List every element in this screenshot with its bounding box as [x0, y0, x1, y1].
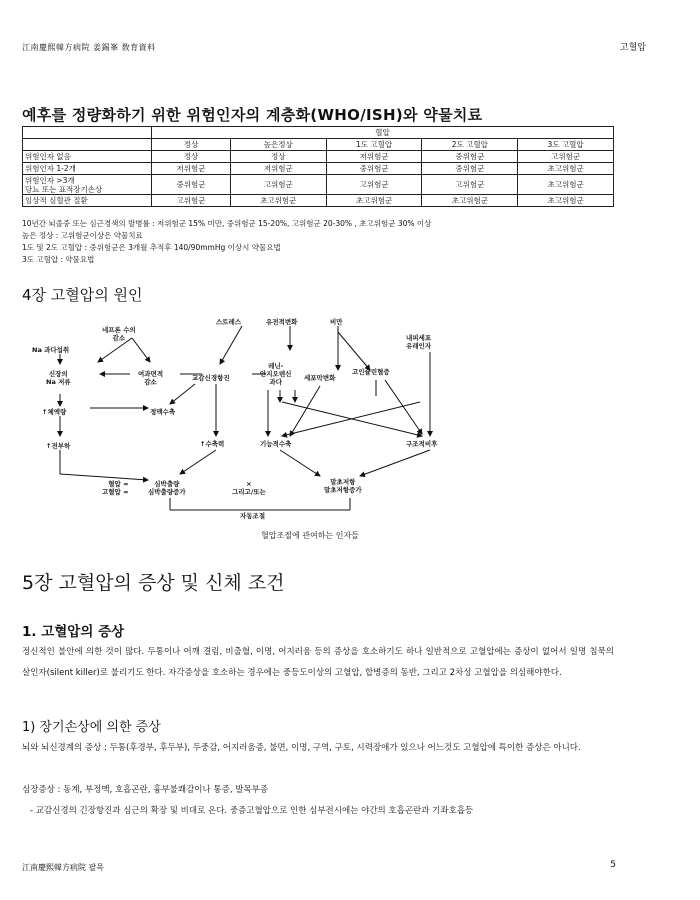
- table-row: [23, 195, 614, 207]
- table-cell: 초고위험군: [518, 163, 614, 175]
- node-filtration: 여과면적 감소: [138, 370, 164, 386]
- node-bp-eq: 혈압 = 고혈압 =: [102, 480, 129, 496]
- node-cardiac-output: 심박출량 심박출량증가: [148, 480, 186, 496]
- footer-institution: 江南慶熙韓方病院 팔목: [22, 863, 104, 872]
- node-stress: 스트레스: [216, 318, 242, 326]
- risk-notes: [22, 218, 431, 266]
- subsection1-paragraph-heart: 심장증상 : 동계, 부정맥, 호흡곤란, 흉부불쾌감이나 통증, 발목부종: [22, 785, 269, 795]
- node-fluid-volume: ↑체액량: [42, 408, 67, 416]
- section1-title: 1. 고혈압의 증상: [22, 624, 125, 640]
- risk-note: 높은 정상 : 고위험군이상은 약물치료: [22, 231, 143, 240]
- node-na-intake: Na 과다섭취: [32, 346, 70, 354]
- risk-section-title: 예후를 정량화하기 위한 위험인자의 계층화(WHO/ISH)와 약물치료: [22, 106, 483, 124]
- table-row: [23, 175, 614, 195]
- table-column-header: 2도 고혈압: [422, 139, 518, 151]
- table-row: [23, 163, 614, 175]
- node-preload: ↑전부하: [46, 442, 71, 450]
- header-topic: 고혈압: [619, 43, 646, 53]
- table-cell: 중위험군: [422, 163, 518, 175]
- risk-note: 3도 고혈압 : 약물요법: [22, 255, 95, 264]
- page-number: 5: [610, 860, 616, 870]
- table-cell: 정상: [230, 151, 326, 163]
- table-cell: 중위험군: [422, 151, 518, 163]
- node-renal-na: 신장의 Na 저류: [46, 370, 71, 386]
- node-sympathetic: 교감신경항진: [192, 374, 230, 382]
- node-functional: 기능적수축: [260, 440, 292, 448]
- node-nephron: 네프론 수의 감소: [102, 326, 136, 342]
- node-contractility: ↑수축력: [200, 440, 225, 448]
- subsection1-title: 1) 장기손상에 의한 증상: [22, 720, 161, 735]
- table-row-label: 위험인자 없음: [23, 151, 152, 163]
- table-cell: 중위험군: [152, 175, 231, 195]
- section1-paragraph: 정신적인 불안에 의한 것이 많다. 두통이나 어깨 결림, 비출혈, 이명, 어지러움 등의 증상을 호소하기도 하나 일반적으로 고혈압에는 증상이 없어서 일명 침묵의 살인자(silent killer)로 불리기도 한다. 자각증상을 호소하는 경우에는 중등도이상의 고혈압, 합병증의 동반, 그리고 2차성 고혈압을 의심해야한다.: [22, 647, 614, 678]
- node-venous: 정맥수축: [150, 408, 176, 416]
- node-structural: 구조적비후: [406, 440, 438, 448]
- table-row-label: 위험인자 >3개 당뇨 또는 표적장기손상: [23, 175, 152, 195]
- risk-note: 1도 및 2도 고혈압 : 중위험군은 3개월 추적후 140/90mmHg 이상시 약물요법: [22, 243, 281, 252]
- risk-note: 10년간 뇌졸중 또는 심근경색의 발병률 : 저위험군 15% 미만, 중위험군 15-20%, 고위험군 20-30% , 초고위험군 30% 이상: [22, 219, 432, 228]
- table-row: [23, 139, 614, 151]
- table-cell: 초고위험군: [422, 195, 518, 207]
- table-cell: 초고위험군: [518, 175, 614, 195]
- node-obesity: 비만: [330, 318, 343, 326]
- table-row-label: 위험인자 1-2개: [23, 163, 152, 175]
- table-group-header: 혈압: [152, 127, 614, 139]
- node-autoregulation: 자동조절: [240, 512, 266, 520]
- table-cell: 초고위험군: [518, 195, 614, 207]
- table-cell: 저위험군: [230, 163, 326, 175]
- table-cell: 초고위험군: [326, 195, 422, 207]
- table-cell: 저위험군: [152, 163, 231, 175]
- node-genetic: 유전적변화: [266, 318, 298, 326]
- table-row-label: 임상적 심혈관 질환: [23, 195, 152, 207]
- node-times: × 그리고/또는: [232, 480, 266, 496]
- table-row: [23, 127, 614, 139]
- table-cell: 고위험군: [518, 151, 614, 163]
- chapter4-title: 4장 고혈압의 원인: [22, 286, 143, 304]
- risk-stratification-table: [22, 126, 614, 207]
- table-cell: 고위험군: [326, 175, 422, 195]
- table-cell: 고위험군: [152, 195, 231, 207]
- table-row: [23, 151, 614, 163]
- chapter5-title: 5장 고혈압의 증상 및 신체 조건: [22, 572, 285, 594]
- diagram-caption: 혈압조절에 관여하는 인자들: [261, 531, 359, 540]
- table-cell: 중위험군: [326, 163, 422, 175]
- subsection1-paragraph-heart-detail: - 교감신경의 긴장항진과 심근의 확장 및 비대로 온다. 중증고혈압으로 인한 심부전시에는 야간의 호흡곤란과 기좌호흡등: [30, 806, 474, 816]
- table-cell: 고위험군: [422, 175, 518, 195]
- table-column-header: 1도 고혈압: [326, 139, 422, 151]
- node-renin: 레닌- 안지오텐신 과다: [260, 362, 292, 386]
- table-cell: 고위험군: [230, 175, 326, 195]
- node-resistance: 말초저항 말초저항증가: [324, 478, 362, 494]
- table-cell: 초고위험군: [230, 195, 326, 207]
- table-column-header: 높은정상: [230, 139, 326, 151]
- header-institution: 江南慶熙韓方病院 姜錫峯 敎育資料: [22, 43, 156, 52]
- subsection1-paragraph-brain: 뇌와 뇌신경계의 증상 : 두통(후경부, 후두부), 두중감, 어지러움증, 불면, 이명, 구역, 구토, 시력장애가 있으나 어느것도 고혈압에 특이한 증상은 아니다.: [22, 743, 581, 753]
- node-endothelial: 내피세포 유래인자: [406, 334, 432, 350]
- table-column-header: 3도 고혈압: [518, 139, 614, 151]
- bp-factors-diagram: [20, 314, 620, 524]
- table-column-header: 정상: [152, 139, 231, 151]
- node-cell-membrane: 세포막변화: [304, 374, 336, 382]
- table-cell: 저위험군: [326, 151, 422, 163]
- node-hyperinsulin: 고인슐린혈증: [352, 368, 390, 376]
- table-cell: 정상: [152, 151, 231, 163]
